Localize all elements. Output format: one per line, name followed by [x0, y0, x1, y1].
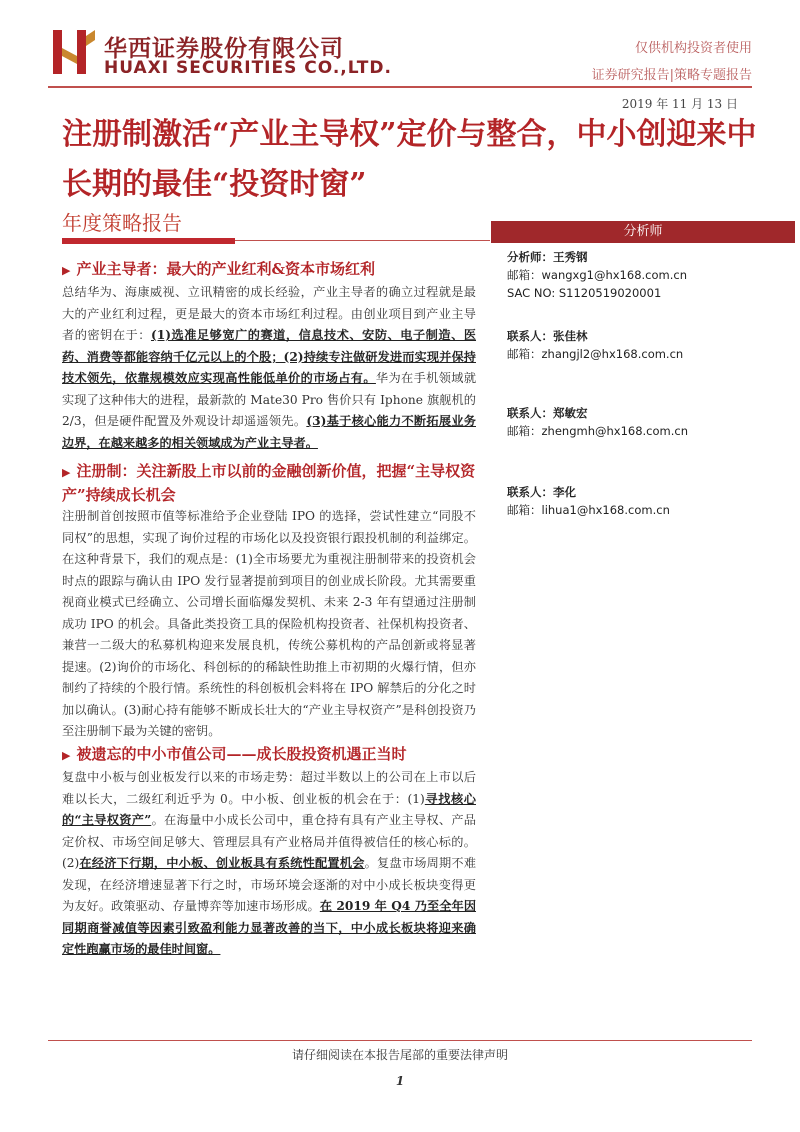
contact-email[interactable]: 邮箱：zhengmh@hx168.com.cn: [507, 424, 689, 438]
section-registration-system: [62, 460, 476, 743]
subtitle-accent-bar: [62, 238, 235, 244]
report-title: 注册制激活“产业主导权”定价与整合，中小创迎来中长期的最佳“投资时窗”: [62, 117, 757, 202]
contact-block: [507, 404, 688, 440]
contact-name: 联系人：张佳林: [507, 329, 588, 343]
contact-name: 联系人：李化: [507, 485, 576, 499]
legal-notice: 请仔细阅读在本报告尾部的重要法律声明: [291, 1048, 508, 1062]
analyst-email[interactable]: 邮箱：wangxg1@hx168.com.cn: [507, 268, 687, 282]
audience-tag: 仅供机构投资者使用: [634, 41, 752, 56]
section-body: 注册制首创按照市值等标准给予企业登陆 IPO 的选择，尝试性建立“同股不同权”的思想，实现了询价过程的市场化以及投资银行跟投机制的利益绑定。在这种背景下，我们的观点是：(1)全市场要尤为重视注册制带来的投资机会时点的跟踪与确认由 IPO 发行显著提前到项目的创业成长阶段。尤其需要重视商业模式已经确立、公司增长面临爆发契机、未来 2-3 年有望通过注册制成功 IPO 的机会。具备此类投资工具的保险机构投资者、社保机构投资者、兼营一二级大的私募机构迎来发展良机，传统公募机构的产品创新或将显著提速。(2)询价的市场化、科创标的的稀缺性助推上市初期的火爆行情，但亦制约了持续的个股行情。系统性的科创板机会料将在 IPO 解禁后的分化之时加以确认。(3)耐心持有能够不断成长壮大的“产业主导权资产”是科创投资乃至注册制下最为关键的密钥。: [62, 509, 476, 738]
triangle-bullet-icon: ▶: [62, 466, 71, 479]
contact-name: 联系人：郑敏宏: [507, 406, 588, 420]
footer-divider: [48, 1040, 752, 1041]
contact-email[interactable]: 邮箱：lihua1@hx168.com.cn: [507, 503, 670, 517]
analyst-name: 分析师：王秀钢: [507, 250, 588, 264]
subtitle-rule: [235, 240, 490, 241]
header-divider: [48, 86, 752, 88]
section-small-mid-cap: [62, 743, 476, 961]
company-name-cn: 华西证券股份有限公司: [104, 36, 344, 62]
section-body: 复盘中小板与创业板发行以来的市场走势：超过半数以上的公司在上市以后难以长大，二级红利近乎为 0。中小板、创业板的机会在于：(1)寻找核心的“主导权资产”。在海量中小成长公司中，重仓持有具有产业主导权、产品定价权、市场空间足够大、管理层具有产业格局并值得被信任的核心标的。(2)在经济下行期，中小板、创业板具有系统性配置机会。复盘市场周期不难发现，在经济增速显著下行之时，市场环境会逐渐的对中小成长板块变得更为友好。政策驱动、存量博弈等加速市场形成。在 2019 年 Q4 乃至全年因同期商誉减值等因素引致盈利能力显著改善的当下，中小成长板块将迎来确定性跑赢市场的最佳时间窗。: [62, 770, 477, 956]
company-logo: [53, 30, 95, 74]
page-number: 1: [395, 1074, 405, 1088]
section-heading: ▶ 产业主导者：最大的产业红利&资本市场红利: [62, 260, 376, 278]
analyst-block: [507, 248, 687, 302]
contact-block: [507, 327, 683, 363]
contact-block: [507, 483, 670, 519]
report-date: 2019 年 11 月 13 日: [621, 97, 738, 111]
triangle-bullet-icon: ▶: [62, 264, 71, 277]
section-heading: ▶ 注册制：关注新股上市以前的金融创新价值，把握“主导权资产”持续成长机会: [62, 462, 476, 504]
analyst-sac: SAC NO: S1120519020001: [507, 286, 662, 300]
report-type-tag: 证券研究报告|策略专题报告: [591, 68, 752, 83]
contact-email[interactable]: 邮箱：zhangjl2@hx168.com.cn: [507, 347, 684, 361]
section-body: 总结华为、海康威视、立讯精密的成长经验，产业主导者的确立过程就是最大的产业红利过程，更是最大的资本市场红利过程。由创业项目到产业主导者的密钥在于：(1)选准足够宽广的赛道，信息技术、安防、电子制造、医药、消费等都能容纳千亿元以上的个股；(2)持续专注做研发进而实现并保持技术领先，依靠规模效应实现高性能低单价的市场占有。华为在手机领域就实现了这种伟大的进程，最新款的 Mate30 Pro 售价只有 Iphone 旗舰机的 2/3，但是硬件配置及外观设计却遥遥领先。(3)基于核心能力不断拓展业务边界，在越来越多的相关领域成为产业主导者。: [62, 285, 477, 450]
analyst-panel-heading: 分析师: [491, 221, 795, 243]
section-industry-leader: [62, 258, 476, 454]
triangle-bullet-icon: ▶: [62, 749, 71, 762]
report-subtitle: 年度策略报告: [62, 211, 182, 235]
section-heading: ▶ 被遗忘的中小市值公司——成长股投资机遇正当时: [62, 745, 407, 763]
company-name-en: HUAXI SECURITIES CO.,LTD.: [104, 58, 392, 78]
